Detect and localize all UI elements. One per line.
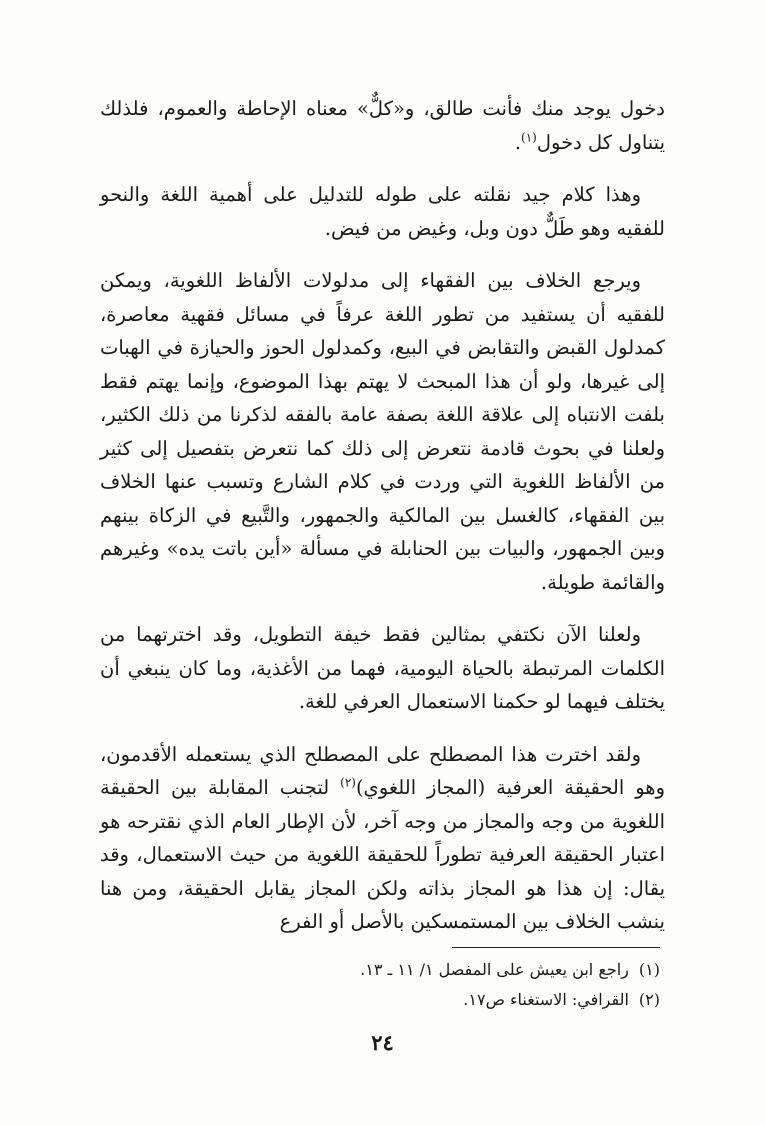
footnotes	[100, 955, 660, 1015]
paragraph-5	[100, 738, 665, 939]
footnote-2-number: (٢)	[638, 990, 660, 1009]
footnote-2	[100, 985, 660, 1015]
footnote-2-text: القرافي: الاستغناء ص١٧.	[463, 990, 629, 1009]
footnote-1-text: راجع ابن يعيش على المفصل ١/ ١١ ـ ١٣.	[360, 960, 629, 979]
paragraph-4: ولعلنا الآن نكتفي بمثالين فقط خيفة التطويل، وقد اخترتهما من الكلمات المرتبطة بالحياة اليومية، فهما من الأغذية، وما كان ينبغي أن يختلف فيهما لو حكمنا الاستعمال العرفي للغة.	[100, 623, 665, 713]
paragraph-1	[100, 92, 665, 159]
paragraph-1-end: .	[514, 130, 522, 154]
paragraph-3: ويرجع الخلاف بين الفقهاء إلى مدلولات الألفاظ اللغوية، ويمكن للفقيه أن يستفيد من تطور اللغة عرفاً في مسائل فقهية معاصرة، كمدلول القبض والتقابض في البيع، وكمدلول الحوز والحيازة في الهبات إلى غيرها، ولو أن هذا المبحث لا يهتم بهذا الموضوع، وإنما يهتم فقط بلفت الانتباه إلى علاقة اللغة بصفة عامة بالفقه لذكرنا من ذلك الكثير، ولعلنا في بحوث قادمة نتعرض إلى ذلك كما نتعرض بتفصيل إلى كثير من الألفاظ اللغوية التي وردت في كلام الشارع وتسبب عنها الخلاف بين الفقهاء، كالغسل بين المالكية والجمهور، والتَّبيع في الزكاة بينهم وبين الجمهور، والبيات بين الحنابلة في مسألة «أين باتت يده» وغيرهم والقائمة طويلة.	[100, 269, 665, 594]
footnote-divider	[452, 947, 660, 948]
footnote-ref-2[interactable]: (٢)	[340, 775, 356, 790]
footnote-1-number: (١)	[638, 960, 660, 979]
paragraph-5-text-b: لتجنب المقابلة بين الحقيقة اللغوية من وجه والمجاز من وجه آخر، لأن الإطار العام الذي نقترحه هو اعتبار الحقيقة العرفية تطوراً للحقيقة اللغوية من حيث الاستعمال، وقد يقال: إن هذا هو المجاز بذاته ولكن المجاز يقابل الحقيقة، ومن هنا ينشب الخلاف بين المستمسكين بالأصل أو الفرع	[100, 776, 665, 933]
paragraph-2: وهذا كلام جيد نقلته على طوله للتدليل على أهمية اللغة والنحو للفقيه وهو طَلٌّ دون وبل، وغيض من فيض.	[100, 183, 665, 240]
page-number: ٢٤	[371, 1030, 394, 1055]
footnote-1	[100, 955, 660, 985]
paragraph-1-text: دخول يوجد منك فأنت طالق، و«كلٌّ» معناه الإحاطة والعموم، فلذلك يتناول كل دخول	[100, 97, 665, 154]
main-text	[100, 92, 665, 939]
footnote-ref-1[interactable]: (١)	[521, 130, 537, 144]
paragraph-5-text-a: ولقد اخترت هذا المصطلح على المصطلح الذي يستعمله الأقدمون، وهو الحقيقة العرفية (المجاز اللغوي)	[100, 742, 665, 799]
